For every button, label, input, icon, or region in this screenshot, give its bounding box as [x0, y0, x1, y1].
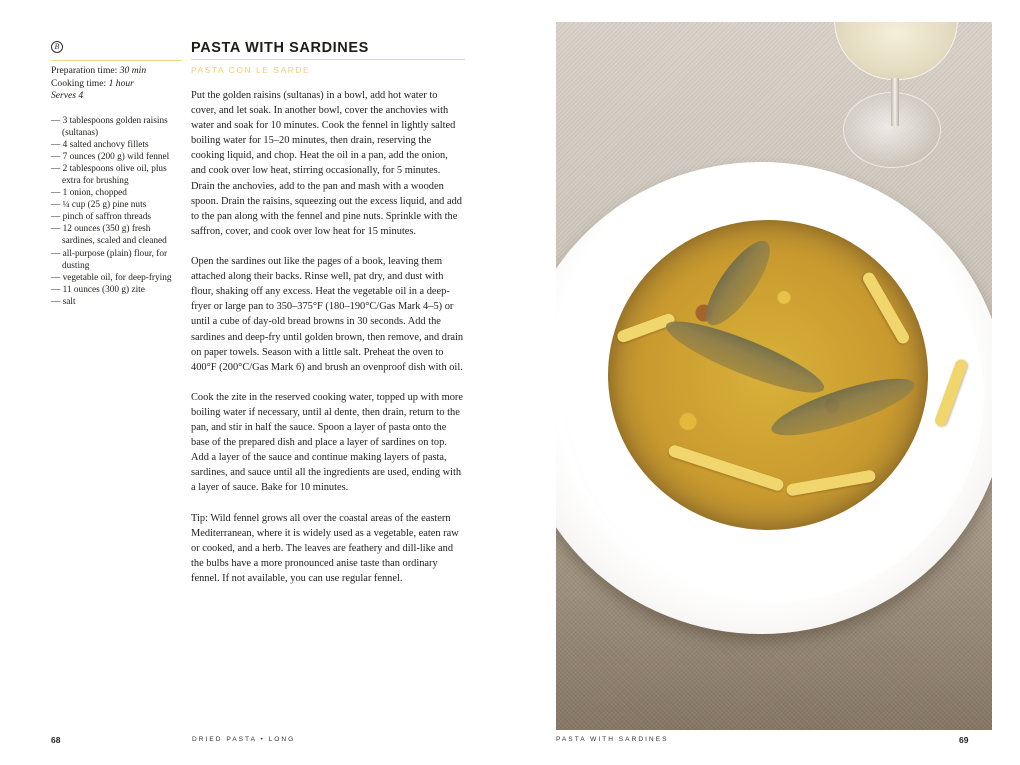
ingredient-item: — 2 tablespoons olive oil, plus extra for brushing	[51, 163, 183, 187]
sidebar-divider	[51, 60, 182, 61]
wine-glass-bowl	[834, 22, 958, 80]
recipe-main	[191, 39, 465, 601]
ingredient-item: — vegetable oil, for deep-frying	[51, 272, 183, 284]
title-divider	[191, 59, 465, 60]
method-paragraph: Cook the zite in the reserved cooking water, topped up with more boiling water if necessary, until al dente, then drain, return to the pan, and stir in half the sauce. Spoon a layer of pasta onto the base of the prepared dish and place a layer of sardines on top. Add a layer of the sauce and continue making layers of pasta, sardines, and sauce until all the ingredients are used, ending with a layer of sauce. Bake for 10 minutes.	[191, 391, 463, 494]
running-head-right: PASTA WITH SARDINES	[556, 736, 669, 743]
cook-time	[51, 78, 183, 91]
page-number-left: 68	[51, 735, 61, 745]
ingredient-item: — 1 onion, chopped	[51, 187, 183, 199]
recipe-title: PASTA WITH SARDINES	[191, 40, 369, 56]
ingredient-item: — 4 salted anchovy fillets	[51, 139, 183, 151]
ingredient-item: — 11 ounces (300 g) zite	[51, 284, 183, 296]
page-number-right: 69	[959, 735, 969, 745]
prep-time	[51, 65, 183, 78]
prep-time-value: 30 min	[119, 65, 147, 76]
prep-time-label: Preparation time:	[51, 65, 118, 76]
cook-time-value: 1 hour	[108, 77, 134, 89]
pasta-with-sardines-photo	[556, 22, 992, 730]
ingredient-item: — salt	[51, 296, 183, 308]
ingredient-list	[51, 115, 183, 309]
running-head-left: DRIED PASTA • LONG	[192, 736, 296, 743]
ingredient-item: — 12 ounces (350 g) fresh sardines, scaled and cleaned	[51, 223, 183, 247]
recipe-sidebar	[51, 41, 183, 308]
ingredient-item: — ¼ cup (25 g) pine nuts	[51, 199, 183, 211]
method-paragraph: Put the golden raisins (sultanas) in a bowl, add hot water to cover, and let soak. In another bowl, cover the anchovies with water and soak for 10 minutes. Cook the fennel in lightly salted boiling water for 15–20 minutes, then drain, reserving the cooking liquid, and chop. Heat the oil in a pan, add the onion, and cook over low heat, stirring occasionally, for 5 minutes. Drain the anchovies, add to the pan and mash with a wooden spoon. Drain the raisins, squeezing out the excess liquid, and add to the pan along with the fennel and pine nuts. Sprinkle with the saffron, cover, and cook over low heat for 15 minutes.	[191, 90, 462, 237]
wine-glass-stem	[891, 78, 899, 126]
cook-time-label: Cooking time:	[51, 77, 107, 89]
ingredient-item: — all-purpose (plain) flour, for dusting	[51, 248, 183, 272]
servings: Serves 4	[51, 90, 84, 101]
ingredient-item: — 3 tablespoons golden raisins (sultanas)	[51, 115, 183, 139]
recipe-subtitle: PASTA CON LE SARDE	[191, 65, 311, 75]
recipe-meta	[51, 65, 183, 103]
method-paragraph: Open the sardines out like the pages of a book, leaving them attached along their backs. Rinse well, pat dry, and dust with flour, shaking off any excess. Heat the vegetable oil in a deep-fryer or large pan to 350–375°F (180–190°C/Gas Mark 4–5) or until a cube of day-old bread browns in 30 seconds. Add the sardines and deep-fry until golden brown, then remove, and drain on paper towels. Season with a little salt. Preheat the oven to 400°F (200°C/Gas Mark 6) and brush an ovenproof dish with oil.	[191, 256, 464, 373]
recipe-method	[191, 88, 465, 586]
book-reference-icon: B	[51, 41, 63, 53]
ingredient-item: — 7 ounces (200 g) wild fennel	[51, 151, 183, 163]
tip-paragraph: Tip: Wild fennel grows all over the coastal areas of the eastern Mediterranean, where it is widely used as a vegetable, eaten raw or cooked, and a herb. The leaves are feathery and dill-like and the bulbs have a more pronounced anise taste than ordinary fennel. If not available, you can use regular fennel.	[191, 512, 459, 584]
right-page	[510, 0, 1020, 765]
ingredient-item: — pinch of saffron threads	[51, 211, 183, 223]
